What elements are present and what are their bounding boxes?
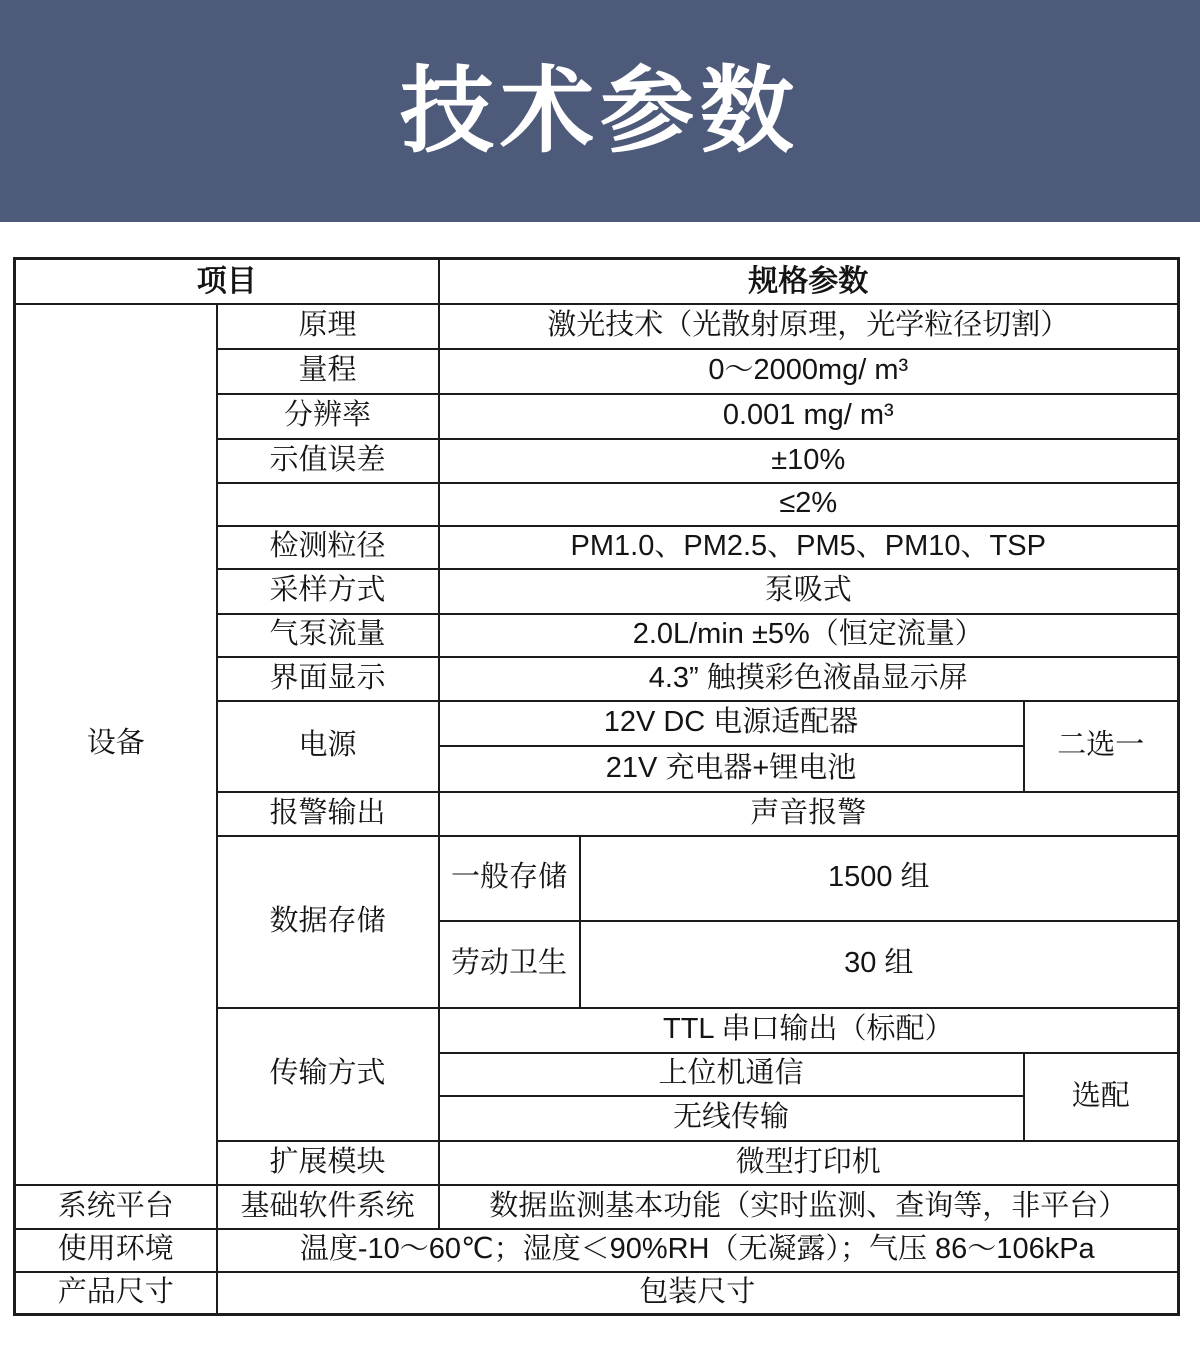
row-alarm-label: 报警输出	[217, 792, 439, 836]
group-product-size: 产品尺寸	[15, 1272, 217, 1315]
row-transmission-wireless-value: 无线传输	[439, 1096, 1024, 1141]
group-system-platform: 系统平台	[15, 1185, 217, 1229]
row-resolution-label: 分辨率	[217, 394, 439, 439]
row-principle	[15, 304, 1179, 349]
row-range-value: 0～2000mg/ m³	[439, 349, 1179, 394]
row-storage-labor-value: 30 组	[580, 921, 1179, 1008]
row-storage-general-value: 1500 组	[580, 836, 1179, 921]
row-particle-sizes-value: PM1.0、PM2.5、PM5、PM10、TSP	[439, 526, 1179, 569]
row-pump-flow-label: 气泵流量	[217, 614, 439, 657]
row-principle-value: 激光技术（光散射原理，光学粒径切割）	[439, 304, 1179, 349]
row-environment	[15, 1229, 1179, 1272]
title-banner	[0, 0, 1200, 222]
row-principle-label: 原理	[217, 304, 439, 349]
row-indication-error-value: ±10%	[439, 439, 1179, 483]
row-power-note: 二选一	[1024, 701, 1179, 792]
row-sampling-value: 泵吸式	[439, 569, 1179, 614]
row-transmission-standard-value: TTL 串口输出（标配）	[439, 1008, 1179, 1053]
table-header-row	[15, 259, 1179, 304]
row-transmission-host-value: 上位机通信	[439, 1053, 1024, 1096]
row-range-label: 量程	[217, 349, 439, 394]
row-storage-label: 数据存储	[217, 836, 439, 1008]
row-alarm-value: 声音报警	[439, 792, 1179, 836]
row-product-size	[15, 1272, 1179, 1315]
row-repeatability-label	[217, 483, 439, 526]
row-repeatability-value: ≤2%	[439, 483, 1179, 526]
row-transmission-note: 选配	[1024, 1053, 1179, 1141]
row-storage-general-label: 一般存储	[439, 836, 580, 921]
spec-table	[13, 257, 1180, 1316]
row-resolution-value: 0.001 mg/ m³	[439, 394, 1179, 439]
group-device: 设备	[15, 304, 217, 1185]
row-expansion-value: 微型打印机	[439, 1141, 1179, 1185]
header-spec: 规格参数	[439, 259, 1179, 304]
row-pump-flow-value: 2.0L/min ±5%（恒定流量）	[439, 614, 1179, 657]
row-power-label: 电源	[217, 701, 439, 792]
row-environment-value: 温度-10～60℃；湿度＜90%RH（无凝露）；气压 86～106kPa	[217, 1229, 1179, 1272]
row-particle-sizes-label: 检测粒径	[217, 526, 439, 569]
row-power-option1-value: 12V DC 电源适配器	[439, 701, 1024, 746]
group-environment: 使用环境	[15, 1229, 217, 1272]
row-system-platform	[15, 1185, 1179, 1229]
row-software-label: 基础软件系统	[217, 1185, 439, 1229]
row-product-size-value: 包装尺寸	[217, 1272, 1179, 1315]
page-title: 技术参数	[399, 58, 800, 163]
row-display-value: 4.3” 触摸彩色液晶显示屏	[439, 657, 1179, 701]
row-sampling-label: 采样方式	[217, 569, 439, 614]
row-power-option2-value: 21V 充电器+锂电池	[439, 746, 1024, 792]
row-software-value: 数据监测基本功能（实时监测、查询等，非平台）	[439, 1185, 1179, 1229]
row-storage-labor-label: 劳动卫生	[439, 921, 580, 1008]
row-display-label: 界面显示	[217, 657, 439, 701]
header-item: 项目	[15, 259, 439, 304]
row-expansion-label: 扩展模块	[217, 1141, 439, 1185]
row-transmission-label: 传输方式	[217, 1008, 439, 1141]
row-indication-error-label: 示值误差	[217, 439, 439, 483]
